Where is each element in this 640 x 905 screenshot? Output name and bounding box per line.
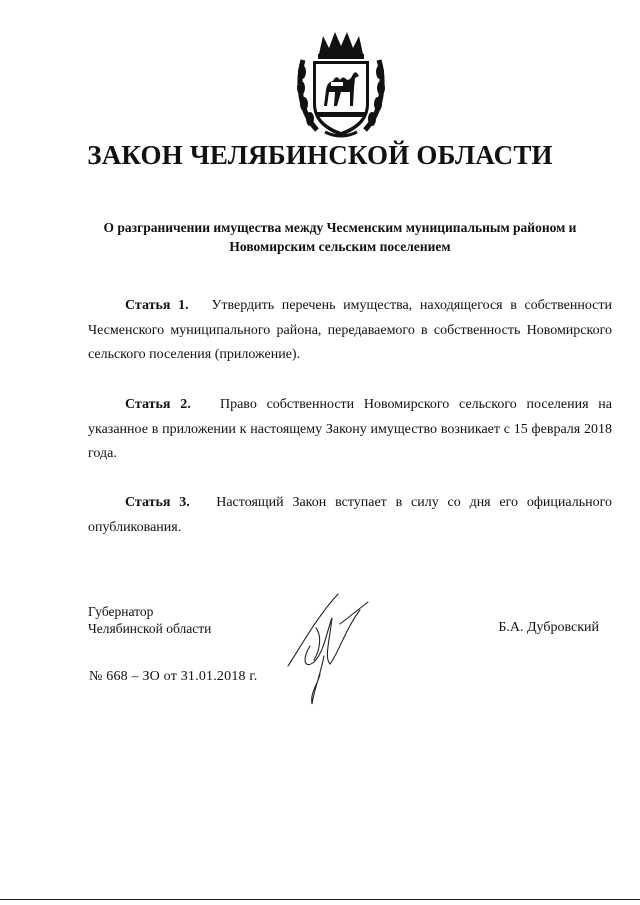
coat-of-arms-icon <box>291 26 391 142</box>
law-number-date: № 668 – ЗО от 31.01.2018 г. <box>89 669 258 684</box>
article-3-lead: Статья 3. <box>125 495 190 510</box>
article-2-text: Право собственности Новомирского сельского поселения на указанное в приложении к настоящему Закону имущество возникает с 15 февраля 2018 года. <box>88 397 612 461</box>
article-1 <box>88 294 612 368</box>
article-3 <box>88 491 612 540</box>
article-1-text: Утвердить перечень имущества, находящегося в собственности Чесменского муниципального района, передаваемого в собственность Новомирского сельского поселения (приложение). <box>88 298 613 362</box>
position-line-1: Губернатор <box>88 604 154 619</box>
article-2-lead: Статья 2. <box>125 397 191 412</box>
position-line-2: Челябинской области <box>88 621 212 636</box>
handwritten-signature-icon <box>280 588 370 708</box>
article-3-text: Настоящий Закон вступает в силу со дня его официального опубликования. <box>88 495 612 535</box>
governor-position <box>88 603 211 637</box>
governor-name: Б.А. Дубровский <box>498 620 599 635</box>
article-2 <box>88 393 612 467</box>
subject-line-2: Новомирским сельским поселением <box>229 239 451 254</box>
law-title: ЗАКОН ЧЕЛЯБИНСКОЙ ОБЛАСТИ <box>87 140 553 170</box>
article-1-lead: Статья 1. <box>125 298 189 313</box>
page-edge-line <box>0 899 640 900</box>
law-subject <box>90 218 590 256</box>
subject-line-1: О разграничении имущества между Чесменским муниципальным районом и <box>103 220 577 235</box>
